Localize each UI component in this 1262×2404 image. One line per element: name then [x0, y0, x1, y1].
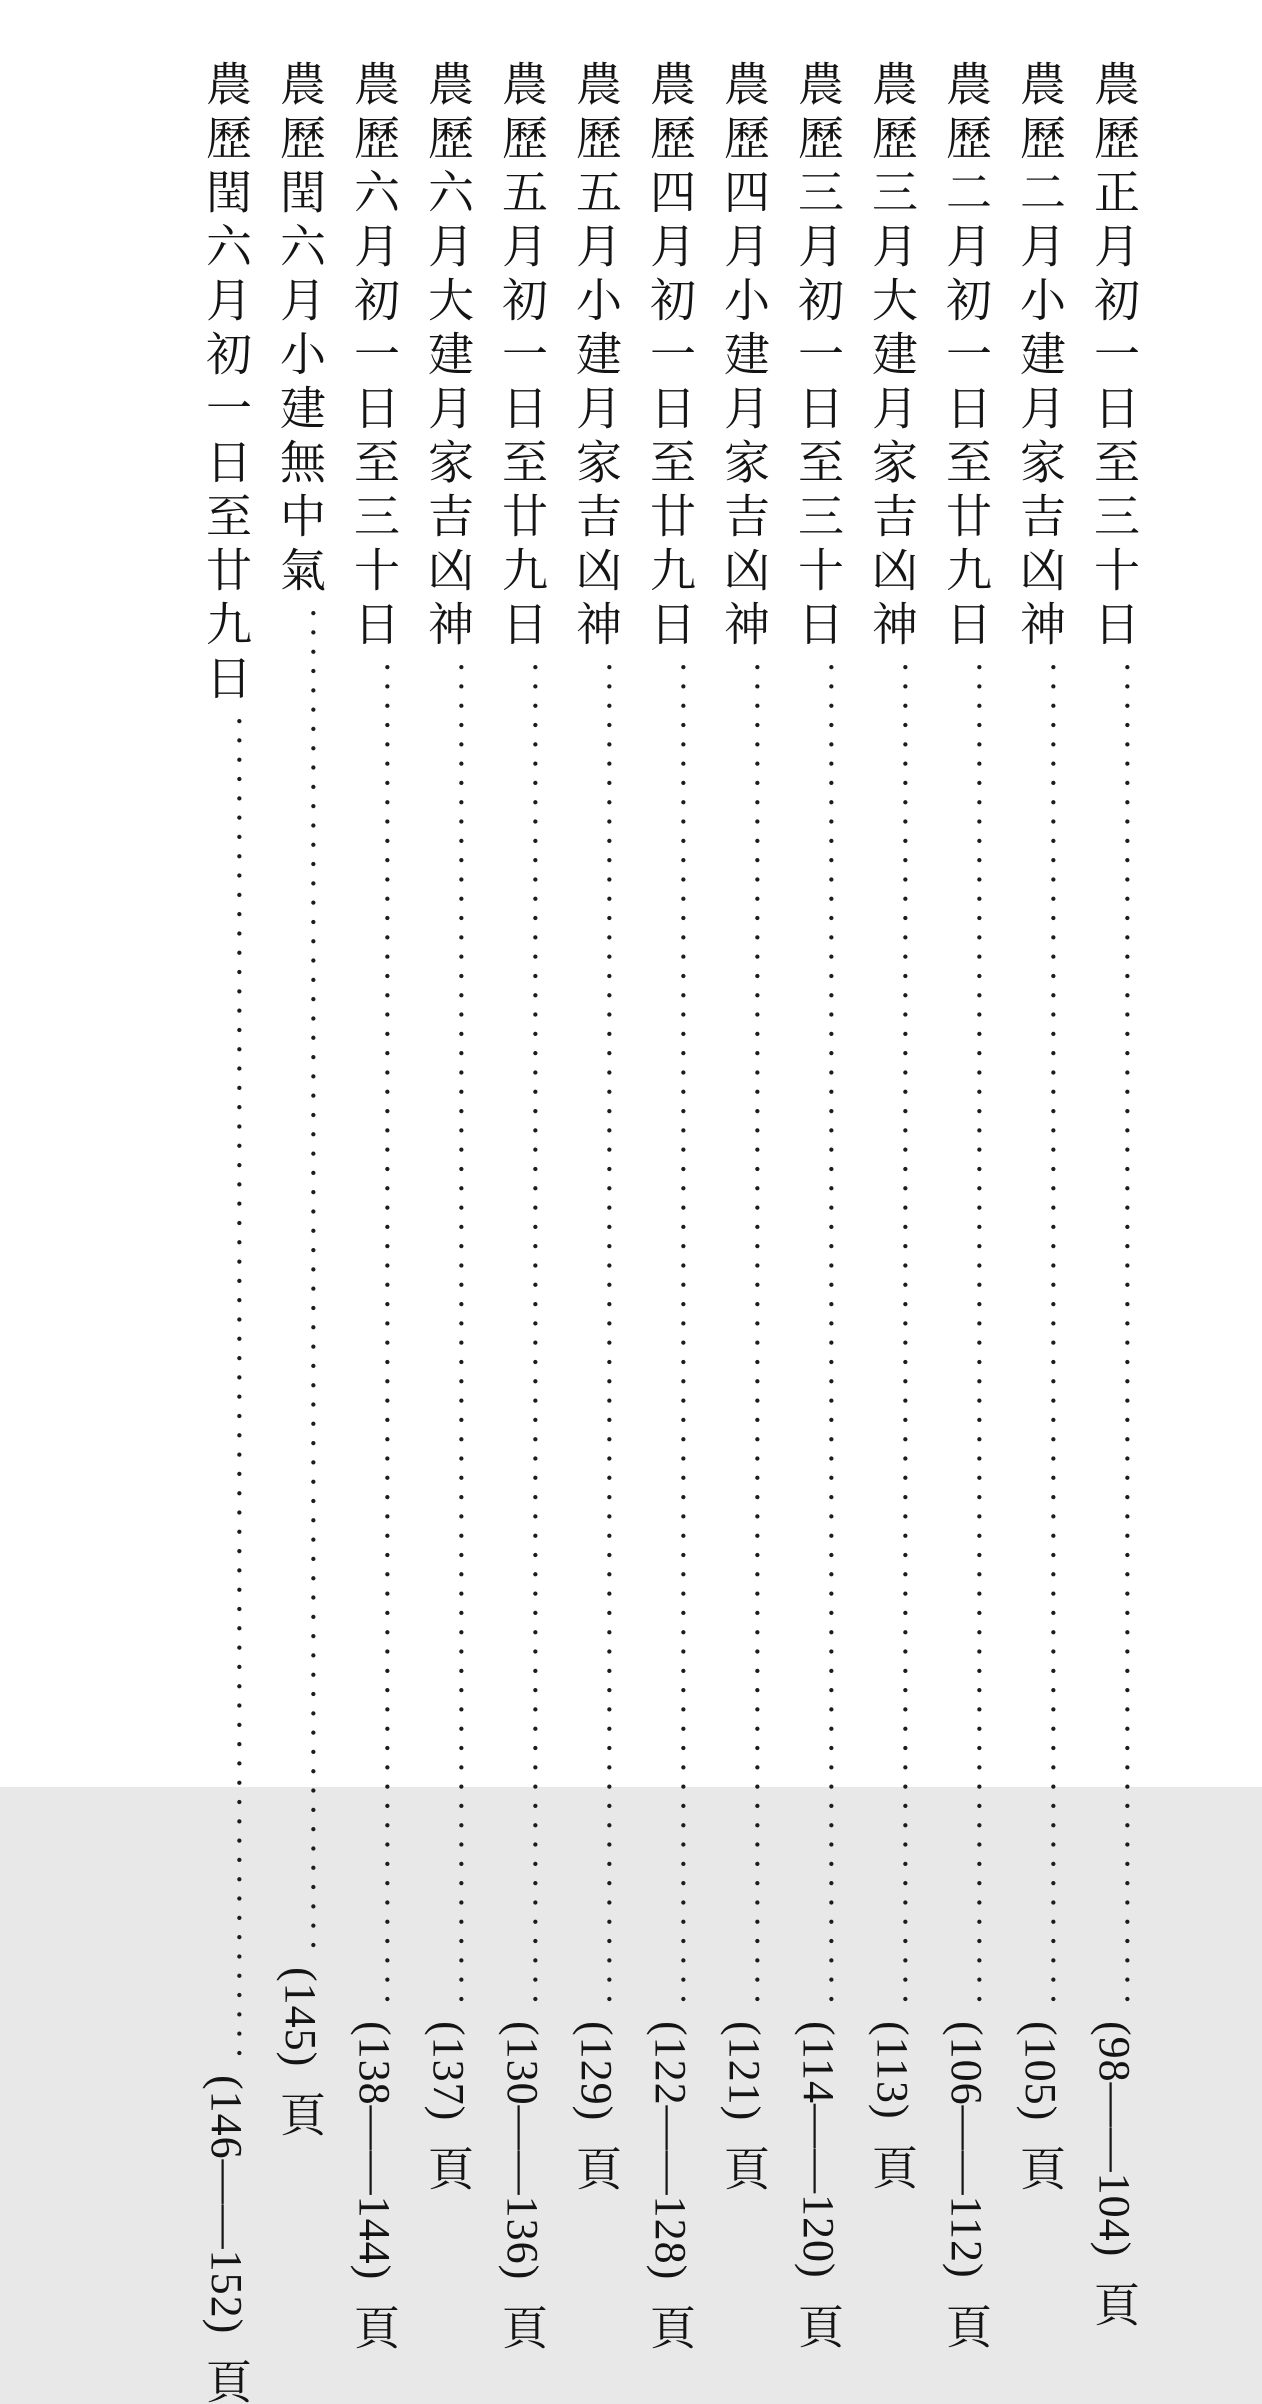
dot-leader: •••••••••••••••••••••••••••••••••••••••••••••••••••••••••••••••••••••• — [1043, 664, 1063, 2016]
page-range: (121) — [720, 2021, 769, 2122]
page-range: (137) — [424, 2021, 473, 2122]
page-range: (113) — [868, 2021, 917, 2120]
page-unit-label: 頁 — [1014, 2145, 1065, 2192]
page-unit-label: 頁 — [1088, 2281, 1139, 2328]
entry-title: 農歷二月初一日至廿九日 — [940, 60, 991, 654]
dot-leader: •••••••••••••••••••••••••••••••••••••••••••••••••••••••••••••••••••••• — [673, 664, 693, 2016]
dot-leader: •••••••••••••••••••••••••••••••••••••••••••••••••••••••••••••••••••••• — [821, 664, 841, 2016]
page-unit-label: 頁 — [940, 2302, 991, 2349]
entry-title: 農歷閏六月小建無中氣 — [274, 60, 325, 600]
entry-title: 農歷閏六月初一日至廿九日 — [200, 60, 251, 708]
entry-title: 農歷五月小建月家吉凶神 — [570, 60, 621, 654]
toc-entry — [1088, 60, 1139, 2328]
page-range: (105) — [1016, 2021, 1065, 2122]
toc-entry — [866, 60, 917, 2190]
toc-entry — [644, 60, 695, 2351]
toc-entry — [274, 60, 325, 2138]
page-range: (130——136) — [498, 2021, 547, 2281]
dot-leader: •••••••••••••••••••••••••••••••••••••••••••••••••••••••••••••••••••••• — [525, 664, 545, 2016]
dot-leader: •••••••••••••••••••••••••••••••••••••••••••••••••••••••••••••••••••••• — [229, 718, 249, 2070]
dot-leader: •••••••••••••••••••••••••••••••••••••••••••••••••••••••••••••••••••••• — [303, 610, 323, 1962]
page-range: (146——152) — [202, 2075, 251, 2335]
entry-title: 農歷六月大建月家吉凶神 — [422, 60, 473, 654]
entry-title: 農歷二月小建月家吉凶神 — [1014, 60, 1065, 654]
toc-entry — [792, 60, 843, 2349]
dot-leader: •••••••••••••••••••••••••••••••••••••••••••••••••••••••••••••••••••••• — [969, 664, 989, 2016]
page-range: (106——112) — [942, 2021, 991, 2279]
table-of-contents — [200, 60, 1139, 2404]
entry-title: 農歷四月初一日至廿九日 — [644, 60, 695, 654]
entry-title: 農歷六月初一日至三十日 — [348, 60, 399, 654]
dot-leader: •••••••••••••••••••••••••••••••••••••••••••••••••••••••••••••••••••••• — [1117, 664, 1137, 2016]
page-unit-label: 頁 — [644, 2304, 695, 2351]
page-unit-label: 頁 — [570, 2145, 621, 2192]
entry-title: 農歷五月初一日至廿九日 — [496, 60, 547, 654]
page-unit-label: 頁 — [422, 2145, 473, 2192]
page-range: (98——104) — [1090, 2021, 1139, 2258]
page-unit-label: 頁 — [274, 2091, 325, 2138]
page-range: (114——120) — [794, 2021, 843, 2279]
dot-leader: •••••••••••••••••••••••••••••••••••••••••••••••••••••••••••••••••••••• — [747, 664, 767, 2016]
dot-leader: •••••••••••••••••••••••••••••••••••••••••••••••••••••••••••••••••••••• — [895, 664, 915, 2016]
entry-title: 農歷正月初一日至三十日 — [1088, 60, 1139, 654]
entry-title: 農歷三月大建月家吉凶神 — [866, 60, 917, 654]
dot-leader: •••••••••••••••••••••••••••••••••••••••••••••••••••••••••••••••••••••• — [451, 664, 471, 2016]
entry-title: 農歷四月小建月家吉凶神 — [718, 60, 769, 654]
page-range: (145) — [276, 1967, 325, 2068]
toc-entry — [718, 60, 769, 2192]
toc-entry — [940, 60, 991, 2349]
page-unit-label: 頁 — [348, 2304, 399, 2351]
page-unit-label: 頁 — [866, 2143, 917, 2190]
dot-leader: •••••••••••••••••••••••••••••••••••••••••••••••••••••••••••••••••••••• — [599, 664, 619, 2016]
toc-entry — [1014, 60, 1065, 2192]
toc-entry — [496, 60, 547, 2351]
page-unit-label: 頁 — [200, 2358, 251, 2404]
page-range: (122——128) — [646, 2021, 695, 2281]
toc-entry — [570, 60, 621, 2192]
page-unit-label: 頁 — [718, 2145, 769, 2192]
page-unit-label: 頁 — [792, 2302, 843, 2349]
entry-title: 農歷三月初一日至三十日 — [792, 60, 843, 654]
toc-entry — [348, 60, 399, 2351]
page-range: (129) — [572, 2021, 621, 2122]
toc-entry — [200, 60, 251, 2404]
page-unit-label: 頁 — [496, 2304, 547, 2351]
dot-leader: •••••••••••••••••••••••••••••••••••••••••••••••••••••••••••••••••••••• — [377, 664, 397, 2016]
toc-entry — [422, 60, 473, 2192]
page-range: (138——144) — [350, 2021, 399, 2281]
